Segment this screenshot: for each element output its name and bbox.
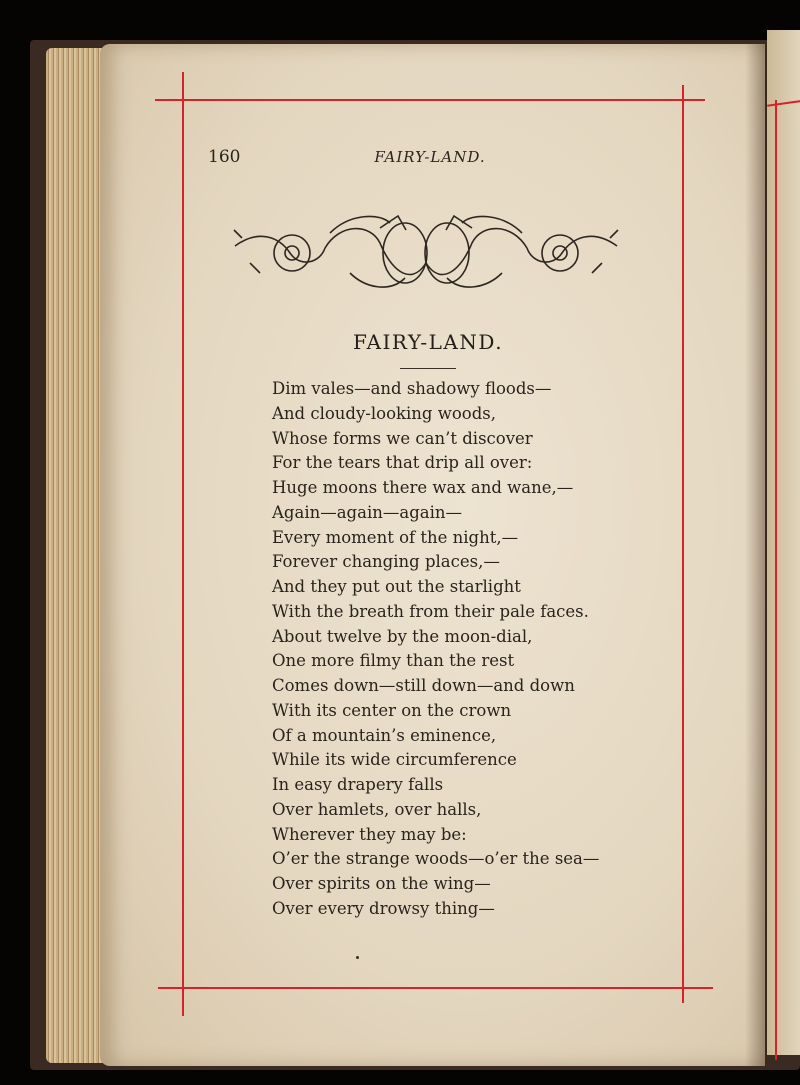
border-right [682, 85, 684, 1003]
scroll-ornament-icon [230, 208, 622, 298]
page-number: 160 [208, 147, 241, 167]
poem-line: Again—again—again— [272, 502, 462, 522]
poem-line: Huge moons there wax and wane,— [272, 478, 574, 497]
poem-line: One more filmy than the rest [272, 651, 515, 671]
poem-line: Forever changing places,— [272, 552, 500, 572]
poem-line: About twelve by the moon-dial, [272, 626, 533, 646]
border-left [182, 72, 184, 1016]
poem-line: Every moment of the night,— [272, 527, 519, 547]
poem-body [272, 377, 599, 922]
poem-line: O’er the strange woods—o’er the sea— [272, 849, 600, 869]
poem-line: Whose forms we can’t discover [272, 428, 533, 448]
title-rule [400, 368, 456, 369]
poem-line: While its wide circumference [272, 750, 517, 770]
border-top [155, 99, 705, 101]
poem-line: Over every drowsy thing— [272, 898, 495, 918]
poem-line: Of a mountain’s eminence, [272, 725, 497, 745]
poem-line: Over hamlets, over halls, [272, 799, 482, 819]
poem-line: With the breath from their pale faces. [272, 601, 589, 621]
border-bottom [158, 987, 713, 989]
running-head: FAIRY-LAND. [374, 148, 486, 166]
poem-line: In easy drapery falls [272, 775, 444, 794]
poem-line: And they put out the starlight [272, 577, 521, 596]
poem-line: And cloudy-looking woods, [272, 403, 497, 423]
poem-line: Wherever they may be: [272, 824, 467, 844]
poem-line: For the tears that drip all over: [272, 453, 533, 473]
poem-line: Comes down—still down—and down [272, 676, 575, 695]
ink-dot [356, 956, 359, 959]
poem-title: FAIRY-LAND. [352, 330, 504, 354]
page-gutter [745, 44, 767, 1066]
poem-line: With its center on the crown [272, 700, 512, 720]
poem-line: Over spirits on the wing— [272, 874, 491, 893]
facing-border-line [767, 99, 800, 107]
poem-line: Dim vales—and shadowy floods— [272, 379, 552, 398]
facing-page [767, 30, 800, 1055]
facing-border-line [775, 100, 777, 1060]
